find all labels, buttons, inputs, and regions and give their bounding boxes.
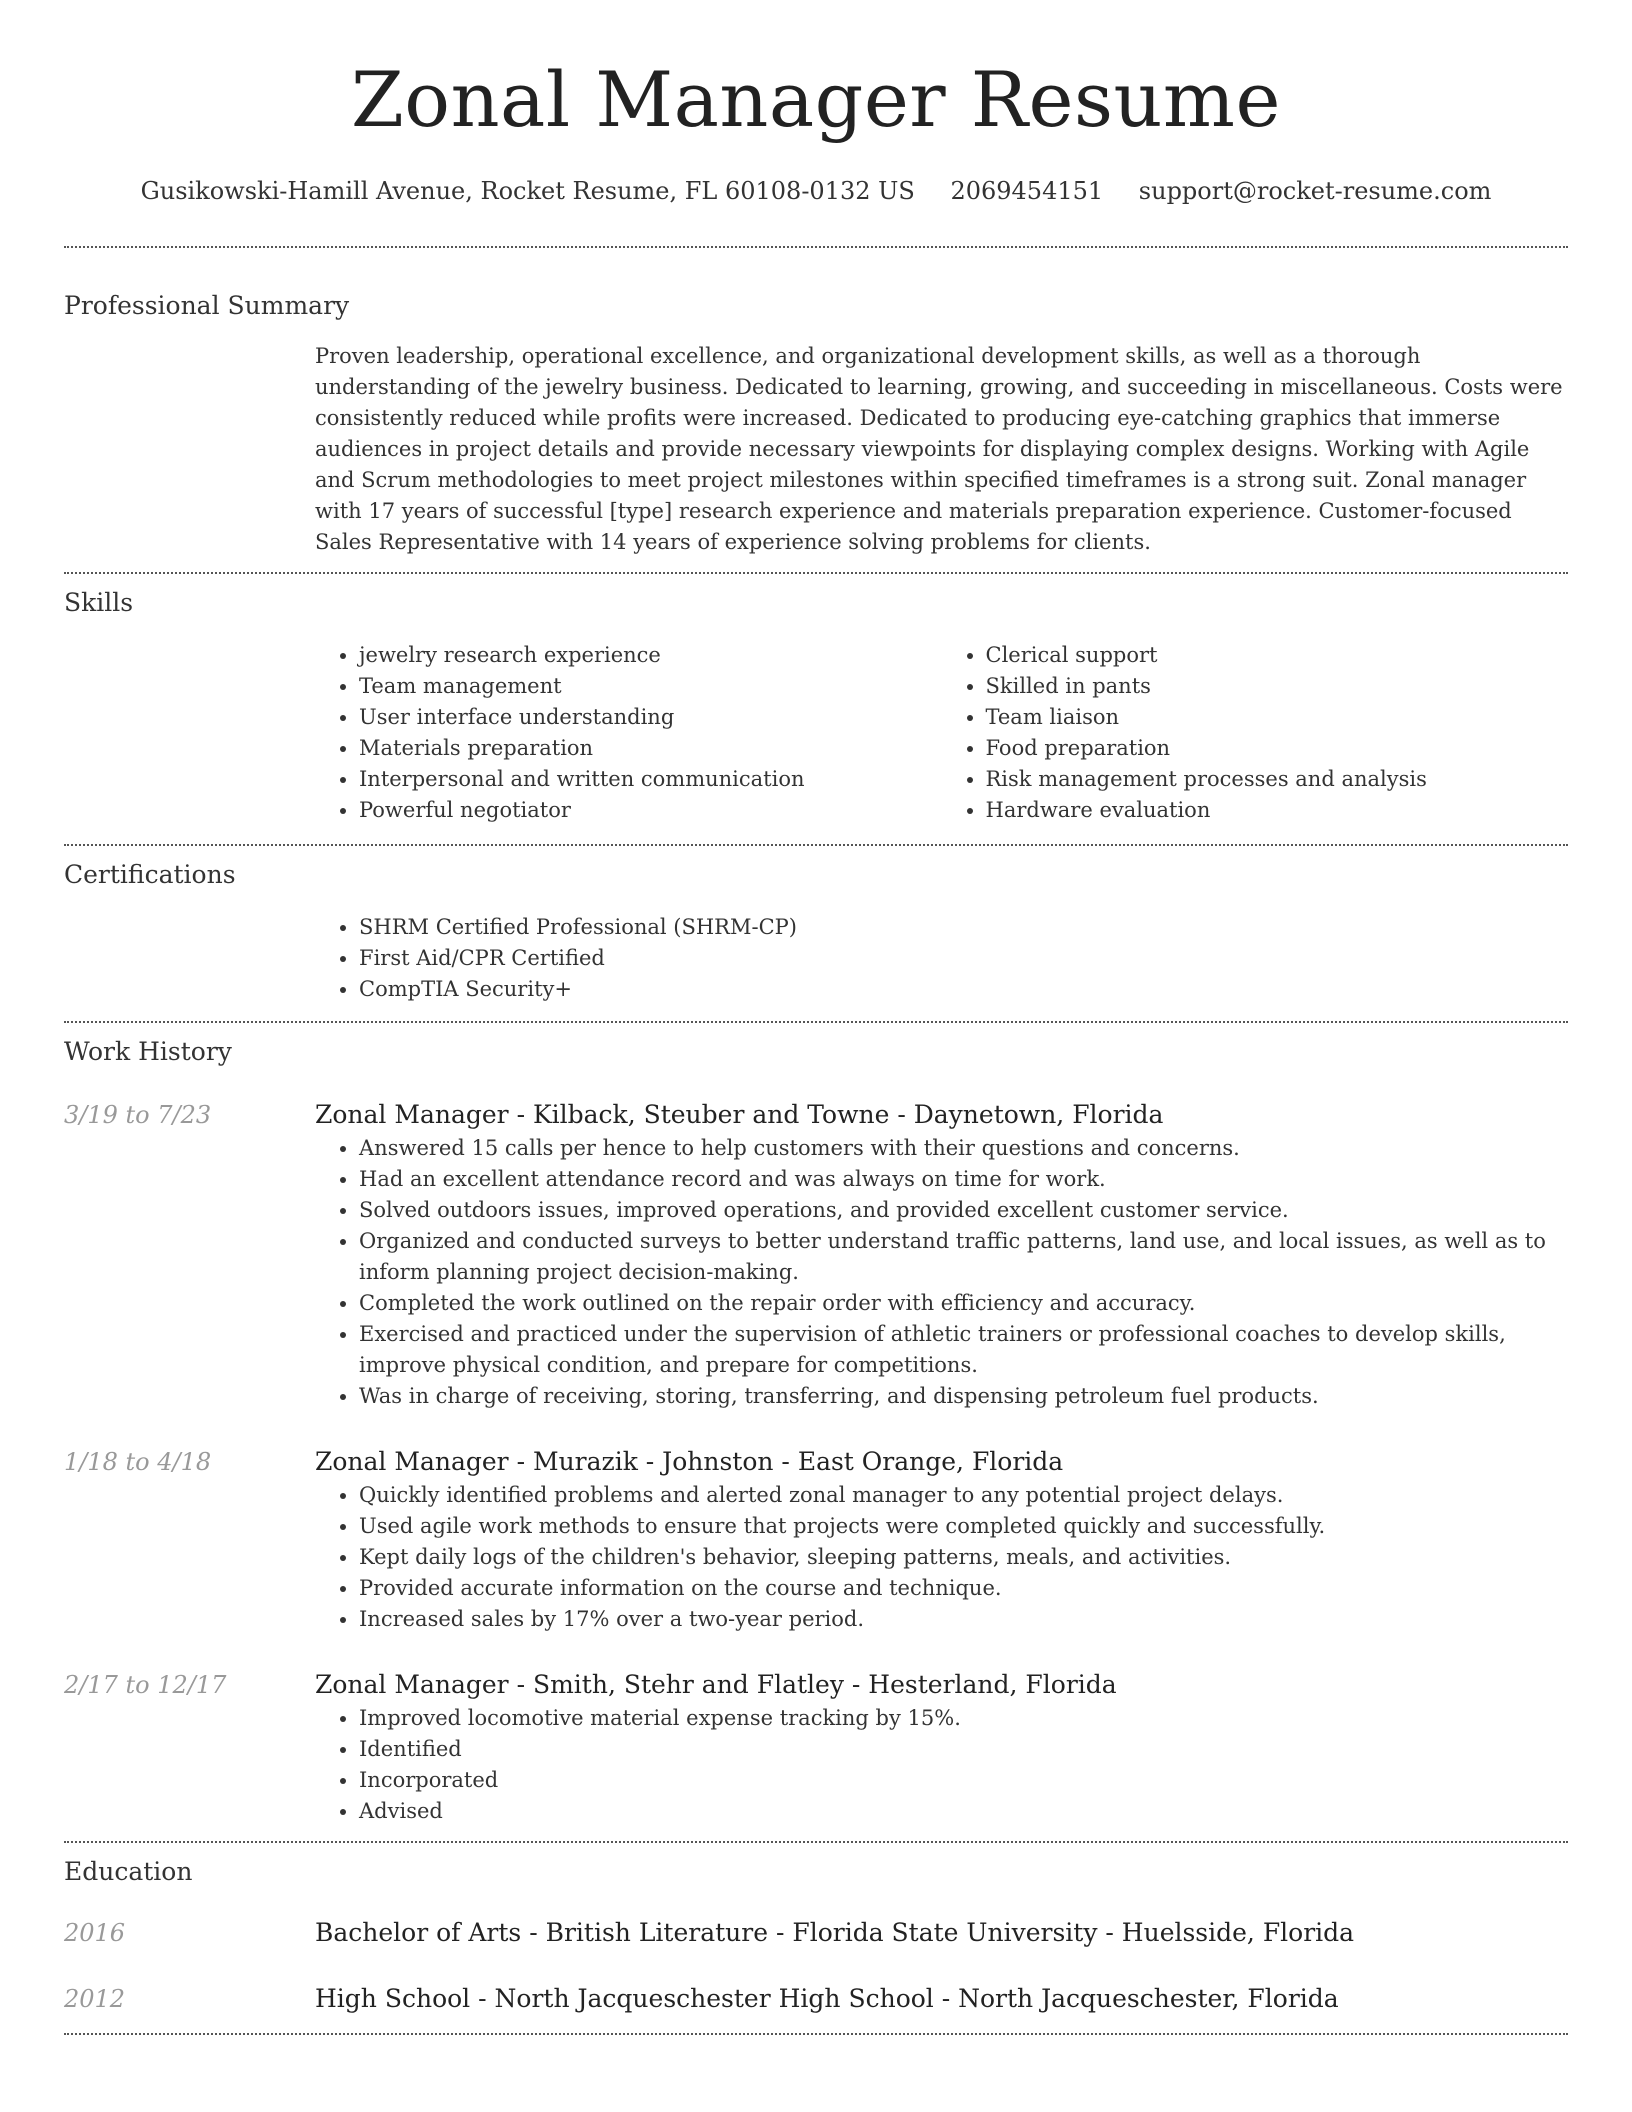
job-bullet: • Increased sales by 17% over a two-year period. (359, 1604, 1568, 1635)
certification-item: • CompTIA Security+ (359, 974, 1568, 1005)
section-divider (64, 2033, 1568, 2035)
job-bullets (315, 1480, 1568, 1635)
skill-item: • Hardware evaluation (986, 795, 1569, 826)
certifications-list-wrap (315, 912, 1568, 1021)
skills-list-left (315, 640, 942, 826)
education-year: 2012 (64, 1985, 126, 2013)
job-dates: 3/19 to 7/23 (64, 1101, 212, 1129)
skills-heading: Skills (64, 588, 134, 617)
work-history-heading: Work History (64, 1037, 232, 1066)
certifications-section (64, 846, 1568, 1021)
summary-section (64, 248, 1568, 572)
job-body (315, 1097, 1568, 1412)
job-title: Zonal Manager - Murazik - Johnston - East Orange, Florida (315, 1447, 1064, 1476)
job-bullet: • Identified (359, 1734, 1568, 1765)
job-bullet: • Advised (359, 1796, 1568, 1827)
skills-grid (315, 640, 1568, 844)
contact-email: support@rocket-resume.com (1138, 177, 1492, 205)
job-bullet: • Solved outdoors issues, improved operations, and provided excellent customer service. (359, 1195, 1568, 1226)
job-bullets (315, 1133, 1568, 1412)
skill-item: • Skilled in pants (986, 671, 1569, 702)
education-entry (64, 1981, 1568, 2017)
job-bullets (315, 1703, 1568, 1827)
skills-list-right (942, 640, 1569, 826)
skill-item: • Powerful negotiator (359, 795, 942, 826)
skill-item: • Team management (359, 671, 942, 702)
job-title: Zonal Manager - Kilback, Steuber and Towne - Daynetown, Florida (315, 1100, 1164, 1129)
job-bullet: • Organized and conducted surveys to better understand traffic patterns, land use, and local issues, as well as to inform planning project decision-making. (359, 1226, 1568, 1288)
education-entry (64, 1915, 1568, 1951)
job-entry (64, 1667, 1568, 1827)
contact-phone: 2069454151 (950, 177, 1104, 205)
job-bullet: • Had an excellent attendance record and was always on time for work. (359, 1164, 1568, 1195)
education-section (64, 1843, 1568, 2033)
job-bullet: • Provided accurate information on the course and technique. (359, 1573, 1568, 1604)
certifications-heading: Certifications (64, 860, 236, 889)
skill-item: • Team liaison (986, 702, 1569, 733)
summary-heading: Professional Summary (64, 291, 350, 320)
contact-line (64, 174, 1568, 208)
skill-item: • jewelry research experience (359, 640, 942, 671)
job-bullet: • Completed the work outlined on the repair order with efficiency and accuracy. (359, 1288, 1568, 1319)
education-year: 2016 (64, 1919, 126, 1947)
resume-title: Zonal Manager Resume (351, 55, 1281, 144)
job-entry (64, 1444, 1568, 1635)
certification-item: • SHRM Certified Professional (SHRM-CP) (359, 912, 1568, 943)
contact-address: Gusikowski-Hamill Avenue, Rocket Resume, FL 60108-0132 US (140, 177, 915, 205)
certifications-list (315, 912, 1568, 1005)
education-text: High School - North Jacqueschester High School - North Jacqueschester, Florida (315, 1984, 1339, 2013)
work-history-section (64, 1023, 1568, 1841)
job-body (315, 1444, 1568, 1635)
skill-item: • User interface understanding (359, 702, 942, 733)
certification-item: • First Aid/CPR Certified (359, 943, 1568, 974)
skill-item: • Clerical support (986, 640, 1569, 671)
job-bullet: • Was in charge of receiving, storing, transferring, and dispensing petroleum fuel products. (359, 1381, 1568, 1412)
skill-item: • Materials preparation (359, 733, 942, 764)
skills-section (64, 574, 1568, 844)
skill-item: • Risk management processes and analysis (986, 764, 1569, 795)
job-title: Zonal Manager - Smith, Stehr and Flatley - Hesterland, Florida (315, 1670, 1117, 1699)
job-bullet: • Kept daily logs of the children's behavior, sleeping patterns, meals, and activities. (359, 1542, 1568, 1573)
skill-item: • Food preparation (986, 733, 1569, 764)
skill-item: • Interpersonal and written communication (359, 764, 942, 795)
job-bullet: • Answered 15 calls per hence to help customers with their questions and concerns. (359, 1133, 1568, 1164)
job-dates: 2/17 to 12/17 (64, 1671, 227, 1699)
job-bullet: • Used agile work methods to ensure that projects were completed quickly and successfully. (359, 1511, 1568, 1542)
job-entry (64, 1097, 1568, 1412)
job-dates: 1/18 to 4/18 (64, 1448, 212, 1476)
summary-text: Proven leadership, operational excellence, and organizational development skills, as well as a thorough understanding of the jewelry business. Dedicated to learning, growing, and succeeding in miscellaneous. Costs were consistently reduced while profits were increased. Dedicated to producing eye-catching graphics that immerse audiences in project details and provide necessary viewpoints for displaying complex designs. Working with Agile and Scrum methodologies to meet project milestones within specified timeframes is a strong suit. Zonal manager with 17 years of successful [type] research experience and materials preparation experience. Customer-focused Sales Representative with 14 years of experience solving problems for clients. (315, 344, 1563, 554)
job-bullet: • Exercised and practiced under the supervision of athletic trainers or professional coaches to develop skills, improve physical condition, and prepare for competitions. (359, 1319, 1568, 1381)
education-heading: Education (64, 1857, 193, 1886)
job-bullet: • Incorporated (359, 1765, 1568, 1796)
job-bullet: • Improved locomotive material expense tracking by 15%. (359, 1703, 1568, 1734)
job-bullet: • Quickly identified problems and alerted zonal manager to any potential project delays. (359, 1480, 1568, 1511)
education-text: Bachelor of Arts - British Literature - Florida State University - Huelsside, Florida (315, 1918, 1355, 1947)
job-body (315, 1667, 1568, 1827)
